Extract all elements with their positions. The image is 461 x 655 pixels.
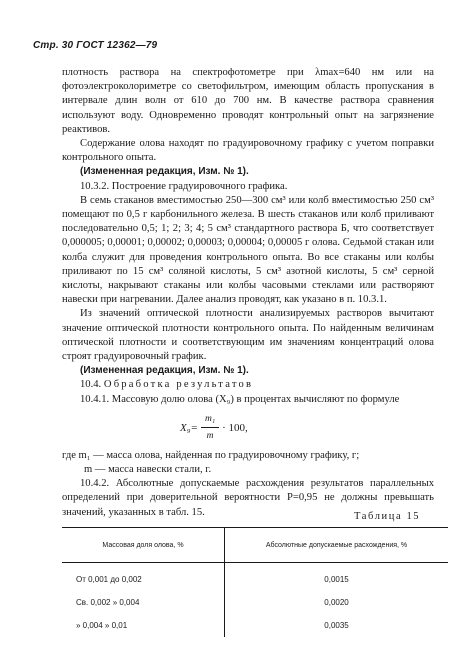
section-10-4-number: 10.4. (80, 379, 102, 391)
table-header-row (62, 528, 448, 563)
section-10-4-title: Обработка результатов (103, 379, 254, 391)
tin-fraction-formula (180, 411, 434, 445)
table-row (62, 591, 448, 614)
formula-legend-m: m — масса навески стали, г. (84, 464, 212, 476)
table-cell-range: » 0,004 » 0,01 (62, 614, 225, 637)
tolerance-table (62, 527, 448, 637)
paragraph-calibration-graph: Из значений оптической плотности анализируемых растворов вычитают значение оптической плотности контрольного опыта. По найденным величинам оптической плотности и соответствующим им значениям концентраций олова строят градуировочный график. (62, 308, 434, 363)
table-row (62, 614, 448, 637)
column-header-mass-fraction: Массовая доля олова, % (62, 528, 225, 563)
paragraph-tin-content: Содержание олова находят по градуировочному графику с учетом поправки контрольного опыта. (62, 138, 434, 164)
formula-rhs: · 100, (222, 421, 248, 434)
revision-note-2: (Измененная редакция, Изм. № 1). (80, 365, 249, 377)
paragraph-measurement: плотность раствора на спектрофотометре при λmax=640 нм или на фотоэлектроколориметре со светофильтром, имеющим область пропускания в интервале длин волн от 610 до 700 нм. В качестве раствора сравнения используют воду. Одновременно проводят контрольный опыт на загрязнение реактивов. (62, 67, 434, 135)
table-cell-value: 0,0015 (324, 575, 349, 584)
formula-lhs: X₉= (180, 421, 198, 434)
paragraph-formula-intro: 10.4.1. Массовую долю олова (X₉) в процентах вычисляют по формуле (80, 393, 400, 405)
page-header: Стр. 30 ГОСТ 12362—79 (33, 40, 158, 51)
section-10-3-2-heading: 10.3.2. Построение градуировочного графика. (80, 180, 288, 192)
table-caption: Таблица 15 (354, 511, 421, 522)
table-row (62, 563, 448, 592)
table-cell-value: 0,0035 (324, 621, 349, 630)
formula-legend-m1: где m₁ — масса олова, найденная по градуировочному графику, г; (62, 449, 360, 461)
column-header-tolerance: Абсолютные допускаемые расхождения, % (225, 528, 449, 563)
table-cell-value: 0,0020 (324, 598, 349, 607)
formula-fraction (201, 412, 219, 443)
paragraph-calibration-procedure: В семь стаканов вместимостью 250—300 см³ или колб вместимостью 250 см³ помещают по 0,5 г карбонильного железа. В шесть стаканов или колб приливают последовательно 0,5; 1; 2; 3; 4; 5 см³ стандартного раствора Б, что соответствует 0,000005; 0,00001; 0,00002; 0,00003; 0,00004; 0,00005 г олова. Седьмой стакан или колба служит для проведения контрольного опыта. Во все стаканы или колбы приливают по 15 см³ соляной кислоты, 5 см³ азотной кислоты, 5 см³ серной кислоты, накрывают стаканы или колбы часовыми стеклами или растворяют навески при нагревании. Далее анализ проводят, как указано в п. 10.3.1. (62, 194, 434, 306)
formula-numerator: m₁ (201, 412, 219, 428)
section-10-4-heading (62, 378, 434, 392)
revision-note-1: (Измененная редакция, Изм. № 1). (80, 166, 249, 178)
table-cell-range: Св. 0,002 » 0,004 (62, 591, 225, 614)
table-cell-range: От 0,001 до 0,002 (62, 563, 225, 592)
formula-denominator: m (206, 431, 214, 442)
document-body (62, 66, 434, 520)
paragraph-tolerances: 10.4.2. Абсолютные допускаемые расхождения результатов параллельных определений при доверительной вероятности P=0,95 не должны превышать значений, указанных в табл. 15. (62, 478, 434, 518)
